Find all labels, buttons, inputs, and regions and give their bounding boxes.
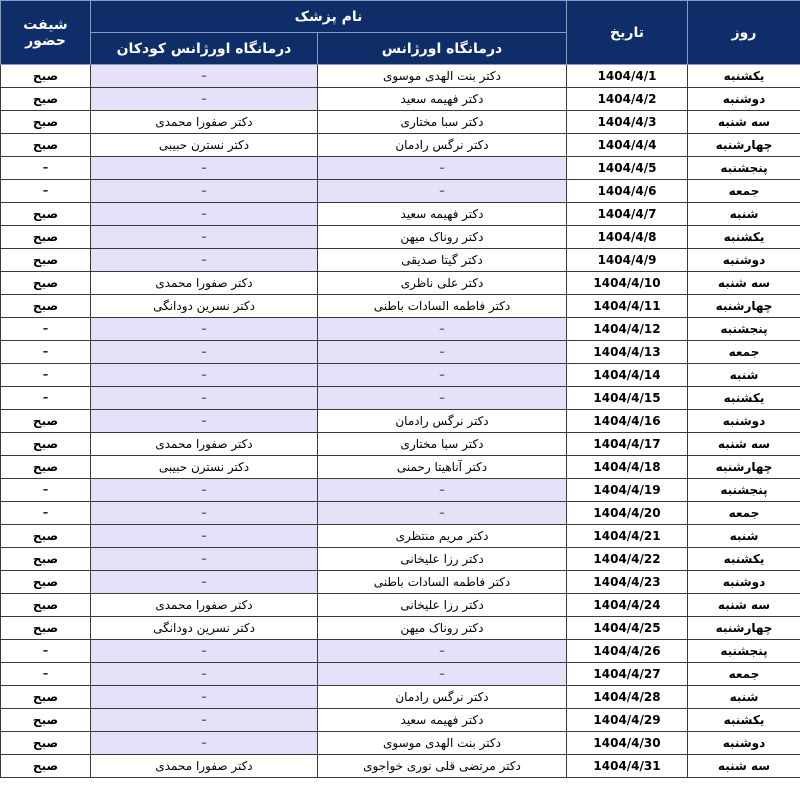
header-pediatric-clinic: درمانگاه اورژانس کودکان: [91, 33, 318, 65]
date-cell: 1404/4/10: [567, 272, 688, 295]
shift-cell: صبح: [1, 203, 91, 226]
pediatric-clinic-cell: –: [91, 502, 318, 525]
table-row: [1, 341, 800, 364]
date-cell: 1404/4/23: [567, 571, 688, 594]
shift-cell: صبح: [1, 88, 91, 111]
shift-cell: صبح: [1, 686, 91, 709]
shift-cell: –: [1, 387, 91, 410]
shift-cell: صبح: [1, 226, 91, 249]
header-date: تاریخ: [567, 1, 688, 65]
table-row: [1, 65, 800, 88]
day-cell: دوشنبه: [688, 88, 800, 111]
pediatric-clinic-cell: –: [91, 341, 318, 364]
table-row: [1, 732, 800, 755]
date-cell: 1404/4/3: [567, 111, 688, 134]
pediatric-clinic-cell: –: [91, 410, 318, 433]
pediatric-clinic-cell: –: [91, 548, 318, 571]
pediatric-clinic-cell: دکتر صفورا محمدی: [91, 755, 318, 778]
day-cell: جمعه: [688, 502, 800, 525]
day-cell: جمعه: [688, 663, 800, 686]
day-cell: دوشنبه: [688, 732, 800, 755]
urgent-clinic-cell: –: [318, 387, 567, 410]
date-cell: 1404/4/21: [567, 525, 688, 548]
table-row: [1, 249, 800, 272]
day-cell: چهارشنبه: [688, 134, 800, 157]
pediatric-clinic-cell: –: [91, 479, 318, 502]
pediatric-clinic-cell: –: [91, 364, 318, 387]
shift-cell: –: [1, 663, 91, 686]
date-cell: 1404/4/27: [567, 663, 688, 686]
date-cell: 1404/4/19: [567, 479, 688, 502]
date-cell: 1404/4/17: [567, 433, 688, 456]
pediatric-clinic-cell: –: [91, 318, 318, 341]
shift-cell: صبح: [1, 249, 91, 272]
pediatric-clinic-cell: –: [91, 571, 318, 594]
shift-cell: صبح: [1, 571, 91, 594]
pediatric-clinic-cell: –: [91, 88, 318, 111]
urgent-clinic-cell: دکتر روناک میهن: [318, 226, 567, 249]
table-body: [1, 65, 800, 778]
shift-cell: –: [1, 318, 91, 341]
day-cell: دوشنبه: [688, 571, 800, 594]
day-cell: چهارشنبه: [688, 617, 800, 640]
urgent-clinic-cell: دکتر بنت الهدی موسوی: [318, 732, 567, 755]
date-cell: 1404/4/8: [567, 226, 688, 249]
pediatric-clinic-cell: دکتر صفورا محمدی: [91, 594, 318, 617]
shift-cell: صبح: [1, 525, 91, 548]
pediatric-clinic-cell: دکتر نسترن حبیبی: [91, 456, 318, 479]
day-cell: شنبه: [688, 525, 800, 548]
table-row: [1, 295, 800, 318]
pediatric-clinic-cell: –: [91, 226, 318, 249]
table-row: [1, 226, 800, 249]
table-row: [1, 111, 800, 134]
shift-cell: صبح: [1, 134, 91, 157]
urgent-clinic-cell: –: [318, 180, 567, 203]
date-cell: 1404/4/4: [567, 134, 688, 157]
date-cell: 1404/4/24: [567, 594, 688, 617]
pediatric-clinic-cell: –: [91, 180, 318, 203]
table-row: [1, 456, 800, 479]
pediatric-clinic-cell: –: [91, 732, 318, 755]
shift-cell: صبح: [1, 709, 91, 732]
pediatric-clinic-cell: دکتر صفورا محمدی: [91, 272, 318, 295]
shift-cell: –: [1, 341, 91, 364]
urgent-clinic-cell: –: [318, 502, 567, 525]
shift-cell: صبح: [1, 732, 91, 755]
urgent-clinic-cell: –: [318, 341, 567, 364]
table-row: [1, 134, 800, 157]
day-cell: یکشنبه: [688, 65, 800, 88]
header-doctor-group: نام پزشک: [91, 1, 567, 33]
date-cell: 1404/4/26: [567, 640, 688, 663]
pediatric-clinic-cell: –: [91, 663, 318, 686]
urgent-clinic-cell: –: [318, 479, 567, 502]
urgent-clinic-cell: دکتر روناک میهن: [318, 617, 567, 640]
urgent-clinic-cell: –: [318, 663, 567, 686]
urgent-clinic-cell: دکتر نرگس رادمان: [318, 686, 567, 709]
day-cell: سه شنبه: [688, 272, 800, 295]
date-cell: 1404/4/2: [567, 88, 688, 111]
table-row: [1, 479, 800, 502]
shift-cell: صبح: [1, 617, 91, 640]
urgent-clinic-cell: دکتر علی ناظری: [318, 272, 567, 295]
date-cell: 1404/4/18: [567, 456, 688, 479]
table-row: [1, 663, 800, 686]
shift-cell: –: [1, 180, 91, 203]
day-cell: چهارشنبه: [688, 456, 800, 479]
table-row: [1, 318, 800, 341]
date-cell: 1404/4/13: [567, 341, 688, 364]
urgent-clinic-cell: –: [318, 640, 567, 663]
table-row: [1, 272, 800, 295]
urgent-clinic-cell: دکتر مرتضی قلی نوری خواجوی: [318, 755, 567, 778]
table-row: [1, 364, 800, 387]
table-row: [1, 433, 800, 456]
shift-cell: –: [1, 479, 91, 502]
pediatric-clinic-cell: –: [91, 65, 318, 88]
urgent-clinic-cell: دکتر فاطمه السادات باطنی: [318, 295, 567, 318]
table-row: [1, 410, 800, 433]
date-cell: 1404/4/5: [567, 157, 688, 180]
urgent-clinic-cell: دکتر نرگس رادمان: [318, 134, 567, 157]
day-cell: شنبه: [688, 364, 800, 387]
day-cell: سه شنبه: [688, 755, 800, 778]
urgent-clinic-cell: –: [318, 157, 567, 180]
shift-cell: –: [1, 640, 91, 663]
day-cell: پنجشنبه: [688, 157, 800, 180]
shift-cell: صبح: [1, 548, 91, 571]
day-cell: دوشنبه: [688, 249, 800, 272]
shift-cell: صبح: [1, 272, 91, 295]
shift-cell: صبح: [1, 295, 91, 318]
table-row: [1, 686, 800, 709]
urgent-clinic-cell: دکتر مریم منتظری: [318, 525, 567, 548]
table-row: [1, 617, 800, 640]
shift-cell: صبح: [1, 111, 91, 134]
urgent-clinic-cell: دکتر سبا مختاری: [318, 111, 567, 134]
day-cell: شنبه: [688, 686, 800, 709]
day-cell: سه شنبه: [688, 594, 800, 617]
table-row: [1, 594, 800, 617]
header-day: روز: [688, 1, 800, 65]
shift-cell: صبح: [1, 456, 91, 479]
urgent-clinic-cell: –: [318, 364, 567, 387]
day-cell: یکشنبه: [688, 387, 800, 410]
day-cell: جمعه: [688, 341, 800, 364]
urgent-clinic-cell: دکتر نرگس رادمان: [318, 410, 567, 433]
pediatric-clinic-cell: –: [91, 686, 318, 709]
table-row: [1, 525, 800, 548]
pediatric-clinic-cell: دکتر نسترن حبیبی: [91, 134, 318, 157]
pediatric-clinic-cell: –: [91, 157, 318, 180]
pediatric-clinic-cell: –: [91, 387, 318, 410]
urgent-clinic-cell: دکتر رزا علیخانی: [318, 548, 567, 571]
day-cell: دوشنبه: [688, 410, 800, 433]
urgent-clinic-cell: دکتر فهیمه سعید: [318, 88, 567, 111]
shift-cell: –: [1, 502, 91, 525]
shift-cell: صبح: [1, 65, 91, 88]
shift-cell: صبح: [1, 594, 91, 617]
day-cell: چهارشنبه: [688, 295, 800, 318]
table-row: [1, 571, 800, 594]
day-cell: یکشنبه: [688, 226, 800, 249]
date-cell: 1404/4/9: [567, 249, 688, 272]
date-cell: 1404/4/6: [567, 180, 688, 203]
date-cell: 1404/4/30: [567, 732, 688, 755]
date-cell: 1404/4/7: [567, 203, 688, 226]
table-row: [1, 502, 800, 525]
pediatric-clinic-cell: –: [91, 640, 318, 663]
shift-cell: –: [1, 157, 91, 180]
urgent-clinic-cell: دکتر فهیمه سعید: [318, 203, 567, 226]
table-row: [1, 548, 800, 571]
urgent-clinic-cell: دکتر سبا مختاری: [318, 433, 567, 456]
urgent-clinic-cell: دکتر آناهیتا رحمنی: [318, 456, 567, 479]
date-cell: 1404/4/31: [567, 755, 688, 778]
table-header: [1, 1, 800, 65]
day-cell: پنجشنبه: [688, 479, 800, 502]
table-row: [1, 387, 800, 410]
shift-cell: –: [1, 364, 91, 387]
day-cell: سه شنبه: [688, 111, 800, 134]
day-cell: یکشنبه: [688, 548, 800, 571]
date-cell: 1404/4/14: [567, 364, 688, 387]
urgent-clinic-cell: دکتر رزا علیخانی: [318, 594, 567, 617]
pediatric-clinic-cell: –: [91, 525, 318, 548]
urgent-clinic-cell: دکتر بنت الهدی موسوی: [318, 65, 567, 88]
table-row: [1, 180, 800, 203]
date-cell: 1404/4/29: [567, 709, 688, 732]
table-row: [1, 88, 800, 111]
shift-cell: صبح: [1, 755, 91, 778]
pediatric-clinic-cell: دکتر نسرین دودانگی: [91, 617, 318, 640]
urgent-clinic-cell: دکتر فاطمه السادات باطنی: [318, 571, 567, 594]
date-cell: 1404/4/25: [567, 617, 688, 640]
date-cell: 1404/4/22: [567, 548, 688, 571]
header-urgent-clinic: درمانگاه اورژانس: [318, 33, 567, 65]
urgent-clinic-cell: دکتر گیتا صدیقی: [318, 249, 567, 272]
day-cell: یکشنبه: [688, 709, 800, 732]
day-cell: پنجشنبه: [688, 640, 800, 663]
pediatric-clinic-cell: دکتر صفورا محمدی: [91, 433, 318, 456]
urgent-clinic-cell: –: [318, 318, 567, 341]
pediatric-clinic-cell: –: [91, 203, 318, 226]
day-cell: شنبه: [688, 203, 800, 226]
date-cell: 1404/4/20: [567, 502, 688, 525]
date-cell: 1404/4/12: [567, 318, 688, 341]
pediatric-clinic-cell: –: [91, 709, 318, 732]
table-row: [1, 640, 800, 663]
urgent-clinic-cell: دکتر فهیمه سعید: [318, 709, 567, 732]
day-cell: پنجشنبه: [688, 318, 800, 341]
date-cell: 1404/4/1: [567, 65, 688, 88]
pediatric-clinic-cell: دکتر نسرین دودانگی: [91, 295, 318, 318]
date-cell: 1404/4/28: [567, 686, 688, 709]
table-row: [1, 755, 800, 778]
shift-cell: صبح: [1, 410, 91, 433]
day-cell: جمعه: [688, 180, 800, 203]
date-cell: 1404/4/16: [567, 410, 688, 433]
table-row: [1, 157, 800, 180]
day-cell: سه شنبه: [688, 433, 800, 456]
table-row: [1, 709, 800, 732]
shift-cell: صبح: [1, 433, 91, 456]
date-cell: 1404/4/15: [567, 387, 688, 410]
pediatric-clinic-cell: دکتر صفورا محمدی: [91, 111, 318, 134]
table-row: [1, 203, 800, 226]
pediatric-clinic-cell: –: [91, 249, 318, 272]
date-cell: 1404/4/11: [567, 295, 688, 318]
header-shift: شیفت حضور: [1, 1, 91, 65]
